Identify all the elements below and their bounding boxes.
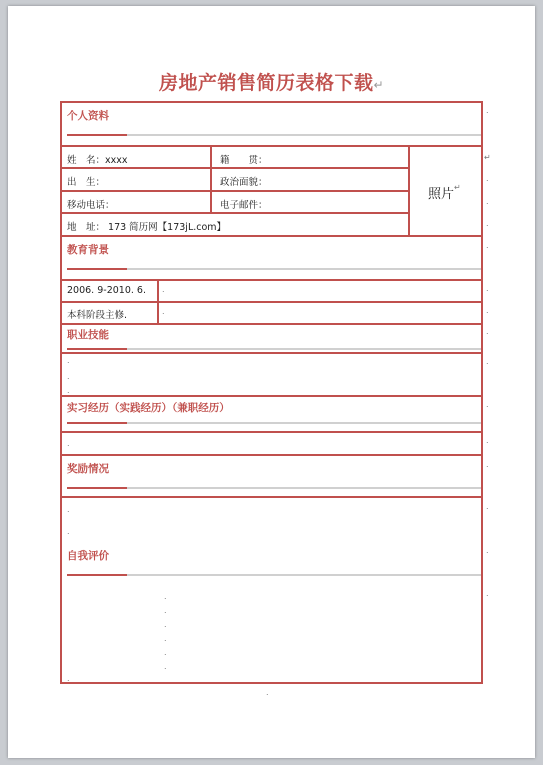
cell-mark: . bbox=[67, 386, 70, 395]
paragraph-mark: . bbox=[486, 546, 489, 555]
cell-mark: . bbox=[162, 285, 165, 294]
table-divider bbox=[61, 454, 482, 456]
paragraph-mark: . bbox=[486, 219, 489, 228]
paragraph-mark: . bbox=[486, 400, 489, 409]
resume-form bbox=[60, 101, 483, 684]
native-place-field: 籍 贯： bbox=[220, 155, 268, 166]
cell-mark: . bbox=[164, 634, 167, 643]
table-divider bbox=[61, 352, 482, 354]
table-divider bbox=[61, 496, 482, 498]
cell-mark: . bbox=[67, 356, 70, 365]
cell-mark: . bbox=[164, 662, 167, 671]
section-underline bbox=[67, 348, 127, 350]
education-period: 2006. 9-2010. 6. bbox=[67, 285, 146, 296]
cell-mark: . bbox=[164, 648, 167, 657]
paragraph-mark: . bbox=[486, 241, 489, 250]
table-divider bbox=[61, 167, 409, 169]
email-field: 电子邮件： bbox=[220, 200, 268, 211]
name-field: 姓 名：xxxx bbox=[67, 155, 128, 166]
section-personal: 个人资料 bbox=[67, 110, 109, 122]
table-divider bbox=[61, 323, 482, 325]
section-rule bbox=[127, 574, 481, 576]
education-major: 本科阶段主修. bbox=[67, 310, 128, 321]
table-divider bbox=[61, 279, 482, 281]
table-divider bbox=[210, 145, 212, 212]
table-divider bbox=[408, 145, 410, 235]
cell-mark: . bbox=[67, 439, 70, 448]
paragraph-mark: . bbox=[486, 284, 489, 293]
section-rule bbox=[127, 348, 481, 350]
address-field: 地 址： 173 简历网【173jL.com】 bbox=[67, 222, 227, 233]
cell-mark: . bbox=[67, 527, 70, 536]
section-rule bbox=[127, 268, 481, 270]
document-title: 房地产销售简历表格下载↵ bbox=[158, 72, 385, 94]
section-underline bbox=[67, 134, 127, 136]
cell-mark: . bbox=[67, 674, 70, 683]
section-skills: 职业技能 bbox=[67, 329, 109, 341]
table-divider bbox=[61, 395, 482, 397]
paragraph-mark: . bbox=[486, 197, 489, 206]
cell-mark: . bbox=[164, 592, 167, 601]
phone-field: 移动电话： bbox=[67, 200, 115, 211]
section-rule bbox=[127, 487, 481, 489]
cell-mark: . bbox=[67, 505, 70, 514]
section-underline bbox=[67, 574, 127, 576]
cell-mark: . bbox=[67, 372, 70, 381]
paragraph-mark: . bbox=[486, 327, 489, 336]
paragraph-mark: . bbox=[266, 688, 269, 697]
table-divider bbox=[61, 145, 482, 147]
table-divider bbox=[61, 190, 409, 192]
cell-mark: . bbox=[164, 620, 167, 629]
cell-mark: . bbox=[164, 606, 167, 615]
table-divider bbox=[157, 279, 159, 323]
paragraph-mark: . bbox=[486, 436, 489, 445]
paragraph-mark: . bbox=[486, 502, 489, 511]
paragraph-mark: . bbox=[486, 174, 489, 183]
birth-field: 出 生： bbox=[67, 177, 106, 188]
table-divider bbox=[61, 235, 482, 237]
paragraph-mark: . bbox=[486, 589, 489, 598]
section-underline bbox=[67, 422, 127, 424]
paragraph-mark: . bbox=[486, 460, 489, 469]
paragraph-mark: ↵ bbox=[484, 153, 491, 162]
section-education: 教育背景 bbox=[67, 244, 109, 256]
section-underline bbox=[67, 487, 127, 489]
table-divider bbox=[61, 301, 482, 303]
section-awards: 奖励情况 bbox=[67, 463, 109, 475]
section-internship: 实习经历（实践经历）（兼职经历） bbox=[67, 402, 230, 414]
table-divider bbox=[61, 431, 482, 433]
section-self-evaluation: 自我评价 bbox=[67, 550, 109, 562]
paragraph-mark: . bbox=[486, 306, 489, 315]
paragraph-mark: . bbox=[486, 357, 489, 366]
section-rule bbox=[127, 422, 481, 424]
political-status-field: 政治面貌： bbox=[220, 177, 268, 188]
photo-placeholder: 照片 ↵ bbox=[428, 183, 461, 202]
section-underline bbox=[67, 268, 127, 270]
paragraph-mark: . bbox=[486, 106, 489, 115]
table-divider bbox=[61, 212, 409, 214]
section-rule bbox=[127, 134, 481, 136]
cell-mark: . bbox=[162, 307, 165, 316]
